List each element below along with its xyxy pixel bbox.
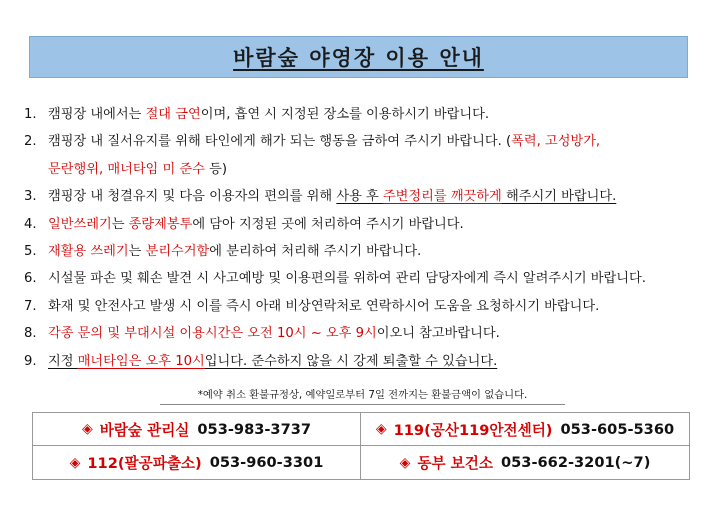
- rule-highlight: 일반쓰레기: [48, 216, 112, 232]
- rule-text-part: 사용 후: [336, 189, 383, 205]
- rule-text-part: 해주시기 바랍니다.: [501, 189, 617, 205]
- rules-list: [24, 101, 700, 375]
- rule-text-part: 에 분리하여 처리해 주시기 바랍니다.: [209, 244, 422, 260]
- rule-text-part: 이오니 참고바랍니다.: [376, 326, 500, 342]
- rule-text: [48, 183, 616, 210]
- contact-name: 119(공산119안전센터): [393, 421, 553, 439]
- rule-text: [48, 211, 464, 238]
- rule-text: [48, 265, 646, 292]
- rule-number: 7.: [24, 298, 37, 314]
- page-title: 바람숲 야영장 이용 안내: [233, 46, 484, 70]
- rule-item: [24, 238, 700, 265]
- diamond-icon: ◈: [375, 421, 387, 437]
- rule-text: [48, 293, 599, 320]
- rule-text: [48, 348, 497, 375]
- diamond-icon: ◈: [399, 454, 411, 471]
- diamond-icon: ◈: [69, 454, 81, 471]
- contact-name: 동부 보건소: [417, 455, 493, 472]
- rule-highlight: 절대 금연: [145, 107, 201, 122]
- rule-text-part: 이며, 흡연 시 지정된 장소를 이용하시기 바랍니다.: [200, 107, 490, 122]
- refund-note: *예약 취소 환불규정상, 예약일로부터 7일 전까지는 환불금액이 없습니다.: [160, 386, 565, 405]
- rule-item: [24, 320, 700, 347]
- contact-name: 바람숲 관리실: [99, 421, 190, 439]
- rule-number: 4.: [24, 216, 37, 232]
- rule-text-part: 시설물 파손 및 훼손 발견 시 사고예방 및 이용편의를 위하여 관리 담당자에게 즉시 알려주시기 바랍니다.: [48, 271, 646, 287]
- rule-highlight: 폭력, 고성방가,: [511, 134, 601, 150]
- rule-text-part: 등): [204, 161, 227, 177]
- rule-number: 2.: [24, 134, 37, 150]
- rule-text-part: 는: [111, 216, 129, 232]
- rule-item: [24, 348, 700, 375]
- contact-cell: [361, 446, 689, 479]
- title-bar: [29, 36, 688, 78]
- contact-phone: 053-605-5360: [560, 420, 675, 438]
- rule-highlight: 각종 문의 및 부대시설 이용시간은 오전 10시 ~ 오후 9시: [48, 326, 377, 342]
- rule-text: [48, 156, 227, 183]
- rule-item: [24, 101, 700, 128]
- emergency-contacts-table: [32, 412, 690, 480]
- contact-phone: 053-960-3301: [209, 454, 324, 471]
- contact-cell: [33, 446, 361, 479]
- rule-item: [24, 211, 700, 238]
- rule-highlight: 종량제봉투: [128, 216, 193, 232]
- rule-item: [24, 128, 700, 155]
- rule-highlight: 분리수거함: [145, 244, 210, 260]
- rule-number: 9.: [24, 353, 37, 369]
- rule-highlight: 매너타임은 오후 10시: [77, 353, 205, 369]
- diamond-icon: ◈: [81, 421, 93, 437]
- rule-text: [48, 320, 500, 347]
- rule-text: [48, 128, 600, 155]
- rule-text: [48, 238, 421, 265]
- rule-number: 3.: [24, 189, 37, 205]
- rule-text: [48, 101, 489, 128]
- rule-item: [24, 156, 700, 183]
- rule-text-part: 지정: [48, 353, 78, 369]
- rule-highlight: 문란행위, 매너타임 미 준수: [48, 161, 205, 177]
- contact-name: 112(팔공파출소): [87, 455, 202, 472]
- rule-text-part: 캠핑장 내 질서유지를 위해 타인에게 해가 되는 행동을 금하여 주시기 바랍니다. (: [48, 134, 512, 150]
- rule-text-part: 입니다. 준수하지 않을 시 강제 퇴출할 수 있습니다.: [204, 353, 498, 369]
- rule-number: 6.: [24, 271, 37, 287]
- rule-text-part: 는: [128, 244, 146, 260]
- rule-text-part: 화재 및 안전사고 발생 시 이를 즉시 아래 비상연락처로 연락하시어 도움을 요청하시기 바랍니다.: [48, 298, 600, 314]
- rule-text-part: 캠핑장 내에서는: [48, 107, 146, 122]
- rule-number: 1.: [24, 107, 37, 122]
- rule-item: [24, 265, 700, 292]
- rule-text-part: 에 담아 지정된 곳에 처리하여 주시기 바랍니다.: [192, 216, 464, 232]
- contact-cell: [33, 413, 361, 446]
- contact-phone: 053-983-3737: [197, 420, 312, 438]
- rule-highlight: 주변정리를 깨끗하게: [382, 189, 502, 205]
- rule-item: [24, 293, 700, 320]
- rule-number: 8.: [24, 326, 37, 342]
- rule-highlight: 재활용 쓰레기: [48, 244, 129, 260]
- rule-item: [24, 183, 700, 210]
- rule-number: 5.: [24, 244, 37, 260]
- contact-cell: [361, 413, 689, 446]
- contact-phone: 053-662-3201(~7): [500, 454, 651, 471]
- rule-text-part: 캠핑장 내 청결유지 및 다음 이용자의 편의를 위해: [48, 189, 337, 205]
